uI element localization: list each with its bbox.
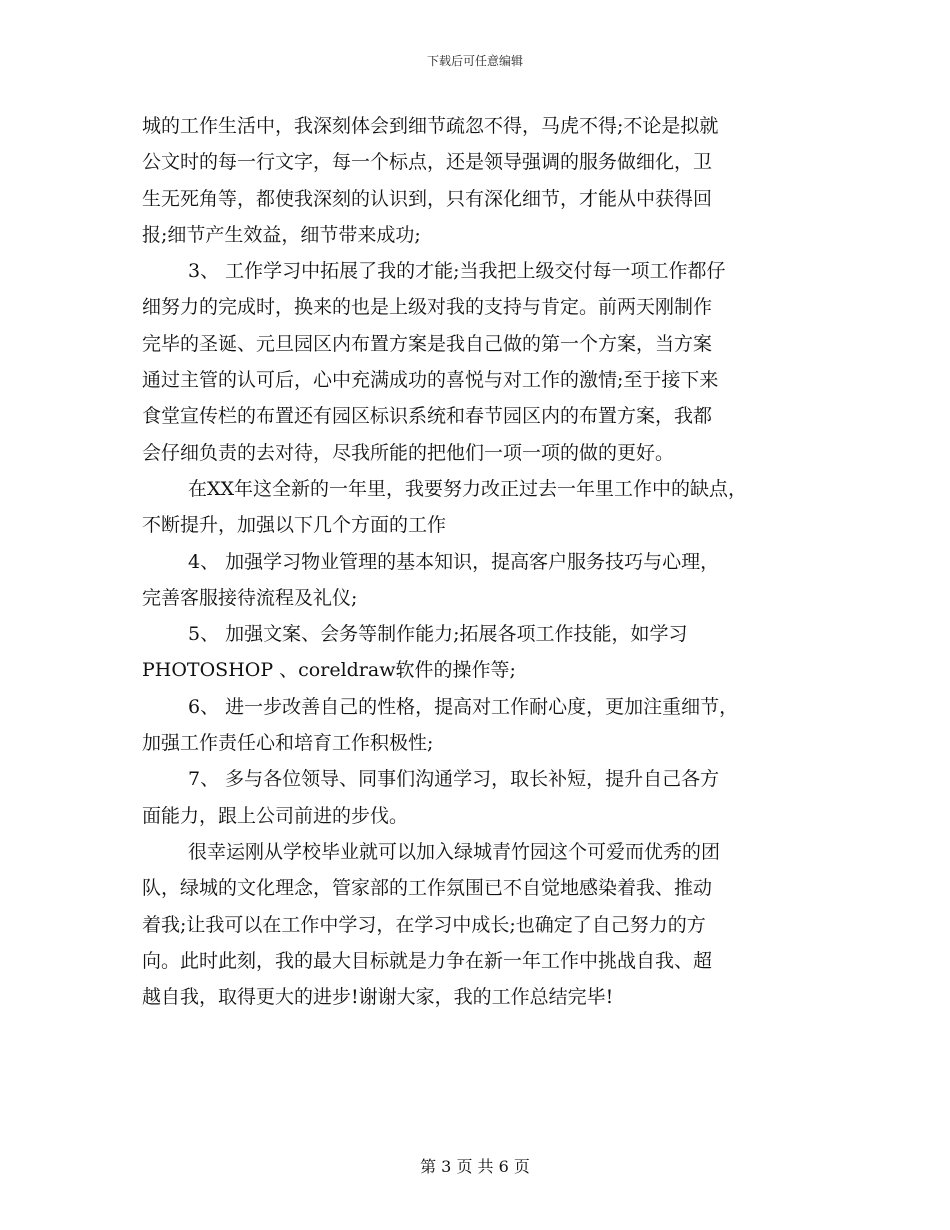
text-line: 城的工作生活中，我深刻体会到细节疏忽不得，马虎不得;不论是拟就 (142, 115, 719, 137)
text-line: 3、 工作学习中拓展了我的才能;当我把上级交付每一项工作都仔 (188, 260, 726, 283)
page-footer: 第 3 页 共 6 页 (420, 1157, 530, 1176)
text-line: 细努力的完成时，换来的也是上级对我的支持与肯定。前两天刚制作 (142, 296, 713, 319)
text-line: 加强工作责任心和培育工作积极性; (142, 732, 434, 755)
text-line: 4、 加强学习物业管理的基本知识，提高客户服务技巧与心理， (188, 550, 720, 573)
text-line: 面能力，跟上公司前进的步伐。 (142, 804, 409, 827)
text-line: 很幸运刚从学校毕业就可以加入绿城青竹园这个可爱而优秀的团 (188, 840, 721, 863)
text-line: 公文时的每一行文字，每一个标点，还是领导强调的服务做细化，卫 (142, 151, 713, 174)
document-body (142, 108, 822, 1015)
text-line: 不断提升，加强以下几个方面的工作 (142, 514, 447, 537)
text-line: 会仔细负责的去对待，尽我所能的把他们一项一项的做的更好。 (142, 441, 675, 464)
page-header: 下载后可任意编辑 (426, 54, 523, 68)
text-line: 7、 多与各位领导、同事们沟通学习，取长补短，提升自己各方 (188, 768, 720, 791)
text-line: 越自我，取得更大的进步!谢谢大家，我的工作总结完毕! (142, 986, 614, 1009)
text-line: 6、 进一步改善自己的性格，提高对工作耐心度，更加注重细节， (188, 695, 739, 718)
text-line: PHOTOSHOP 、coreldraw软件的操作等; (142, 659, 516, 682)
text-line: 通过主管的认可后，心中充满成功的喜悦与对工作的激情;至于接下来 (142, 369, 719, 392)
text-line: 在XX年这全新的一年里，我要努力改正过去一年里工作中的缺点， (188, 477, 748, 500)
text-line: 完善客服接待流程及礼仪; (142, 586, 358, 609)
text-line: 5、 加强文案、会务等制作能力;拓展各项工作技能，如学习 (188, 623, 688, 646)
text-line: 着我;让我可以在工作中学习，在学习中成长;也确定了自己努力的方 (142, 913, 706, 936)
text-line: 完毕的圣诞、元旦园区内布置方案是我自己做的第一个方案，当方案 (142, 332, 713, 355)
text-line: 向。此时此刻，我的最大目标就是力争在新一年工作中挑战自我、超 (142, 949, 713, 972)
text-line: 报;细节产生效益，细节带来成功; (142, 223, 421, 246)
text-line: 生无死角等，都使我深刻的认识到，只有深化细节，才能从中获得回 (142, 187, 713, 210)
text-line: 食堂宣传栏的布置还有园区标识系统和春节园区内的布置方案，我都 (142, 405, 713, 428)
text-line: 队，绿城的文化理念，管家部的工作氛围已不自觉地感染着我、推动 (142, 877, 713, 900)
